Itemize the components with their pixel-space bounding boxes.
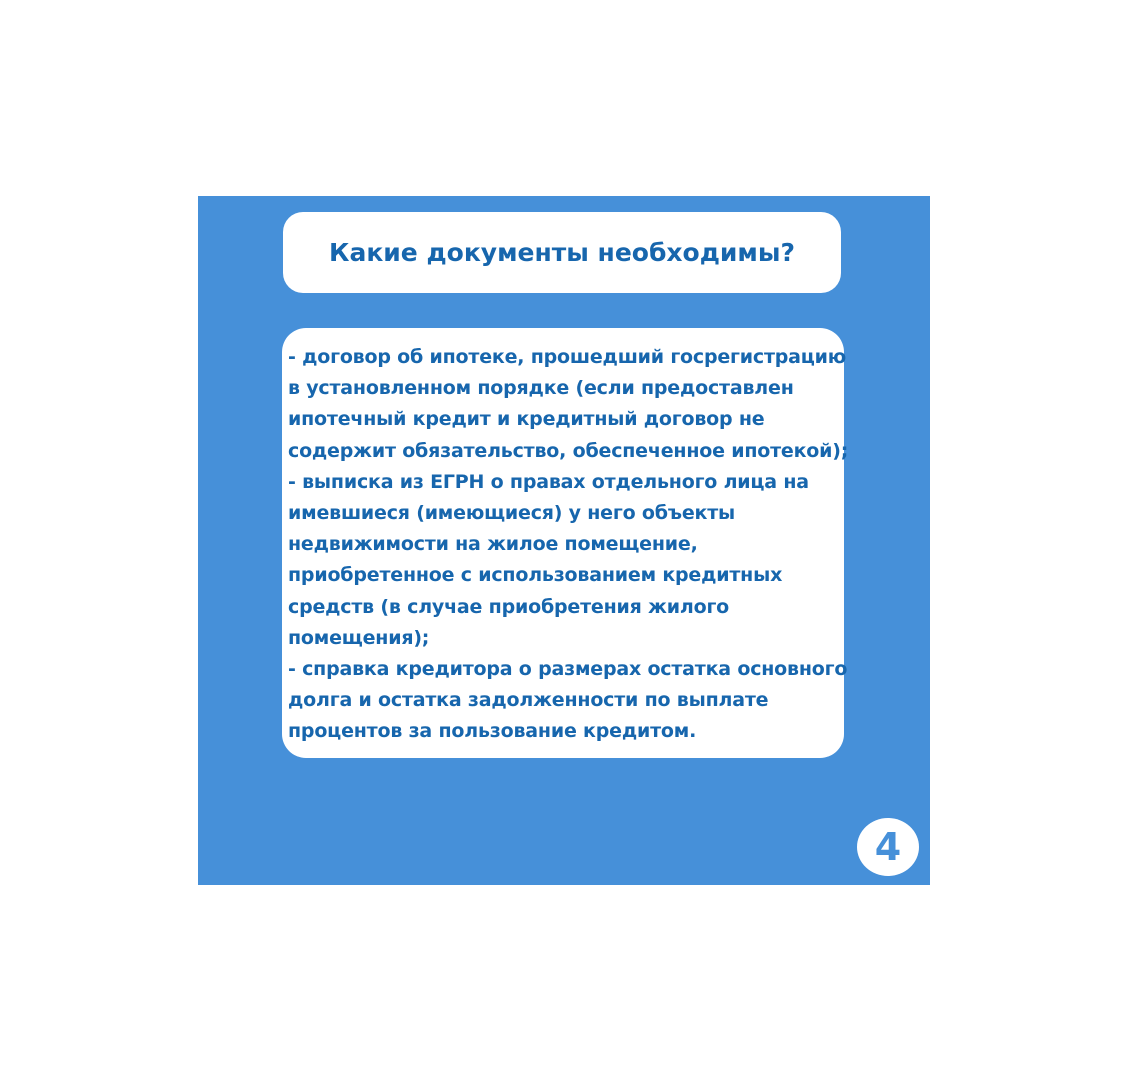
documents-text-line: содержит обязательство, обеспеченное ипотекой); — [288, 439, 849, 462]
documents-text-line: - выписка из ЕГРН о правах отдельного лица на — [288, 470, 809, 493]
documents-text-line: приобретенное с использованием кредитных — [288, 564, 783, 587]
documents-text-line: долга и остатка задолженности по выплате — [288, 689, 769, 712]
documents-text-line: средств (в случае приобретения жилого — [288, 595, 730, 618]
documents-text-line: ипотечный кредит и кредитный договор не — [288, 408, 765, 431]
slide-title: Какие документы необходимы? — [329, 238, 795, 267]
page-number-badge: 4 — [857, 818, 919, 876]
documents-text-line: недвижимости на жилое помещение, — [288, 533, 698, 556]
documents-text-line: - справка кредитора о размерах остатка основного — [288, 658, 848, 681]
title-panel — [283, 212, 841, 293]
documents-text-line: процентов за пользование кредитом. — [288, 720, 697, 743]
documents-text-line: - договор об ипотеке, прошедший госрегистрацию — [288, 346, 847, 368]
slide-card — [198, 196, 930, 885]
documents-text-line: помещения); — [288, 626, 430, 649]
documents-panel — [282, 328, 849, 758]
documents-text-line: в установленном порядке (если предоставлен — [288, 377, 794, 400]
documents-text-line: имевшиеся (имеющиеся) у него объекты — [288, 502, 736, 525]
